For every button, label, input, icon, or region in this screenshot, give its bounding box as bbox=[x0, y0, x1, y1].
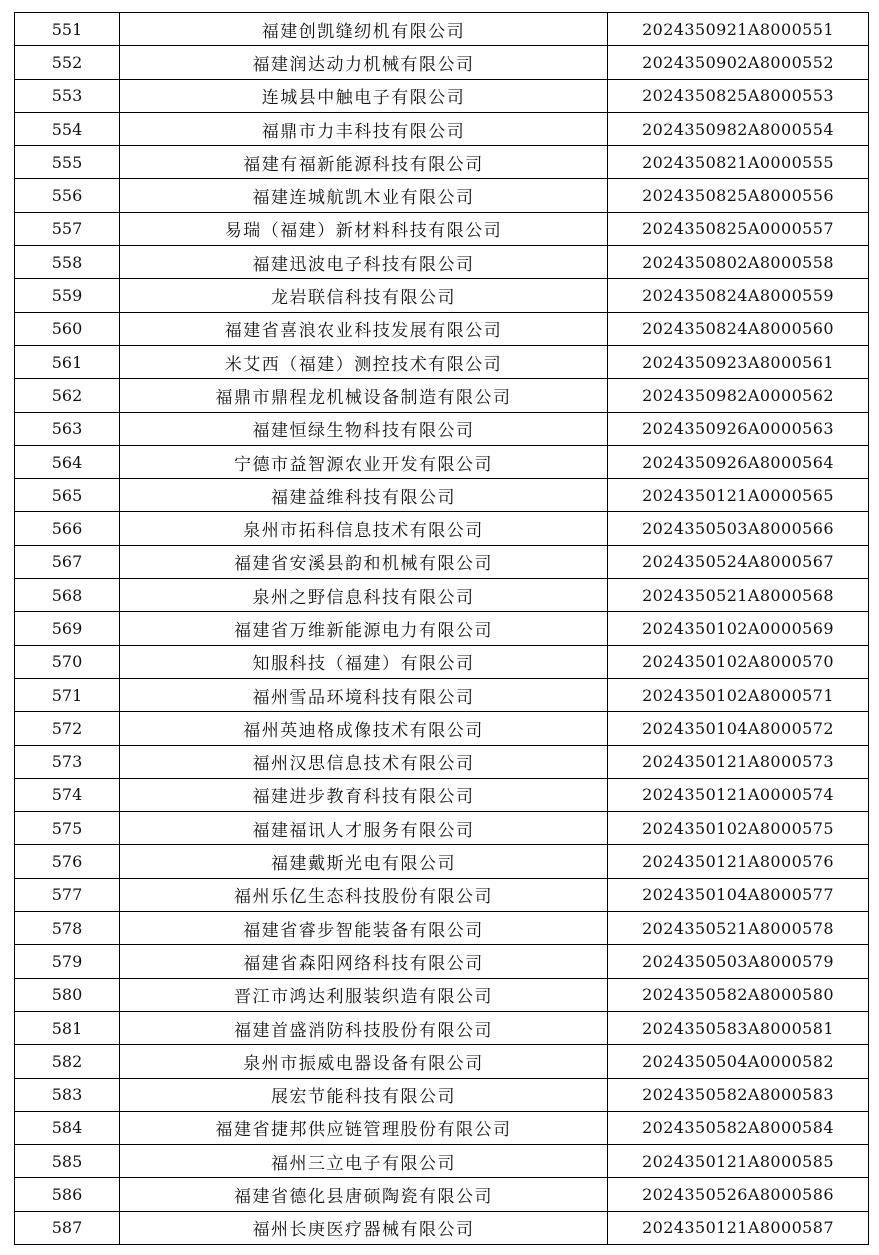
row-number-cell: 554 bbox=[15, 112, 120, 145]
company-name-cell: 福州三立电子有限公司 bbox=[120, 1145, 608, 1178]
registration-code-cell: 2024350923A8000561 bbox=[608, 345, 869, 378]
company-name-cell: 福建省捷邦供应链管理股份有限公司 bbox=[120, 1111, 608, 1144]
company-name-cell: 福州雪品环境科技有限公司 bbox=[120, 678, 608, 711]
row-number-cell: 580 bbox=[15, 978, 120, 1011]
company-name-cell: 福州英迪格成像技术有限公司 bbox=[120, 712, 608, 745]
company-name-cell: 泉州市拓科信息技术有限公司 bbox=[120, 512, 608, 545]
registration-code-cell: 2024350582A8000580 bbox=[608, 978, 869, 1011]
row-number-cell: 576 bbox=[15, 845, 120, 878]
row-number-cell: 564 bbox=[15, 445, 120, 478]
registration-code-cell: 2024350102A0000569 bbox=[608, 612, 869, 645]
company-name-cell: 福建润达动力机械有限公司 bbox=[120, 46, 608, 79]
row-number-cell: 563 bbox=[15, 412, 120, 445]
registration-code-cell: 2024350921A8000551 bbox=[608, 13, 869, 46]
company-name-cell: 福建省德化县唐硕陶瓷有限公司 bbox=[120, 1178, 608, 1211]
row-number-cell: 578 bbox=[15, 912, 120, 945]
row-number-cell: 586 bbox=[15, 1178, 120, 1211]
registration-code-cell: 2024350503A8000566 bbox=[608, 512, 869, 545]
registration-code-cell: 2024350121A8000576 bbox=[608, 845, 869, 878]
company-name-cell: 福建首盛消防科技股份有限公司 bbox=[120, 1011, 608, 1044]
row-number-cell: 570 bbox=[15, 645, 120, 678]
registration-code-cell: 2024350824A8000559 bbox=[608, 279, 869, 312]
company-name-cell: 福建进步教育科技有限公司 bbox=[120, 778, 608, 811]
company-name-cell: 福建创凯缝纫机有限公司 bbox=[120, 13, 608, 46]
row-number-cell: 567 bbox=[15, 545, 120, 578]
table-row bbox=[15, 1211, 869, 1244]
company-name-cell: 知服科技（福建）有限公司 bbox=[120, 645, 608, 678]
registration-code-cell: 2024350102A8000570 bbox=[608, 645, 869, 678]
row-number-cell: 573 bbox=[15, 745, 120, 778]
table-row bbox=[15, 146, 869, 179]
table-row bbox=[15, 878, 869, 911]
registration-code-cell: 2024350121A8000585 bbox=[608, 1145, 869, 1178]
registration-code-cell: 2024350825A8000553 bbox=[608, 79, 869, 112]
table-row bbox=[15, 778, 869, 811]
table-row bbox=[15, 545, 869, 578]
table-row bbox=[15, 312, 869, 345]
table-row bbox=[15, 1045, 869, 1078]
table-row bbox=[15, 112, 869, 145]
row-number-cell: 572 bbox=[15, 712, 120, 745]
company-name-cell: 福州长庚医疗器械有限公司 bbox=[120, 1211, 608, 1244]
registration-code-cell: 2024350521A8000578 bbox=[608, 912, 869, 945]
table-row bbox=[15, 1078, 869, 1111]
table-row bbox=[15, 845, 869, 878]
company-name-cell: 福建有福新能源科技有限公司 bbox=[120, 146, 608, 179]
row-number-cell: 569 bbox=[15, 612, 120, 645]
row-number-cell: 565 bbox=[15, 479, 120, 512]
company-name-cell: 福建恒绿生物科技有限公司 bbox=[120, 412, 608, 445]
row-number-cell: 562 bbox=[15, 379, 120, 412]
registration-code-cell: 2024350582A8000584 bbox=[608, 1111, 869, 1144]
table-row bbox=[15, 479, 869, 512]
company-name-cell: 易瑞（福建）新材料科技有限公司 bbox=[120, 212, 608, 245]
company-name-cell: 福建省喜浪农业科技发展有限公司 bbox=[120, 312, 608, 345]
row-number-cell: 555 bbox=[15, 146, 120, 179]
registration-code-cell: 2024350583A8000581 bbox=[608, 1011, 869, 1044]
row-number-cell: 581 bbox=[15, 1011, 120, 1044]
row-number-cell: 585 bbox=[15, 1145, 120, 1178]
table-row bbox=[15, 13, 869, 46]
table-row bbox=[15, 712, 869, 745]
registration-code-cell: 2024350102A8000571 bbox=[608, 678, 869, 711]
company-name-cell: 米艾西（福建）测控技术有限公司 bbox=[120, 345, 608, 378]
table-row bbox=[15, 412, 869, 445]
table-row bbox=[15, 978, 869, 1011]
company-name-cell: 福建省森阳网络科技有限公司 bbox=[120, 945, 608, 978]
table-row bbox=[15, 645, 869, 678]
company-name-cell: 福州汉思信息技术有限公司 bbox=[120, 745, 608, 778]
company-name-cell: 龙岩联信科技有限公司 bbox=[120, 279, 608, 312]
company-name-cell: 福建省睿步智能装备有限公司 bbox=[120, 912, 608, 945]
row-number-cell: 561 bbox=[15, 345, 120, 378]
table-row bbox=[15, 79, 869, 112]
registration-code-cell: 2024350982A0000562 bbox=[608, 379, 869, 412]
row-number-cell: 574 bbox=[15, 778, 120, 811]
registration-code-cell: 2024350802A8000558 bbox=[608, 246, 869, 279]
registration-code-cell: 2024350825A0000557 bbox=[608, 212, 869, 245]
row-number-cell: 583 bbox=[15, 1078, 120, 1111]
registration-code-cell: 2024350521A8000568 bbox=[608, 579, 869, 612]
company-name-cell: 福建戴斯光电有限公司 bbox=[120, 845, 608, 878]
company-name-cell: 福建福讯人才服务有限公司 bbox=[120, 812, 608, 845]
company-name-cell: 福建省安溪县韵和机械有限公司 bbox=[120, 545, 608, 578]
company-name-cell: 连城县中触电子有限公司 bbox=[120, 79, 608, 112]
table-row bbox=[15, 1178, 869, 1211]
registration-code-cell: 2024350104A8000577 bbox=[608, 878, 869, 911]
table-row bbox=[15, 912, 869, 945]
company-name-cell: 泉州之野信息科技有限公司 bbox=[120, 579, 608, 612]
table-row bbox=[15, 1111, 869, 1144]
table-row bbox=[15, 212, 869, 245]
table-row bbox=[15, 445, 869, 478]
table-row bbox=[15, 945, 869, 978]
row-number-cell: 558 bbox=[15, 246, 120, 279]
table-row bbox=[15, 612, 869, 645]
row-number-cell: 575 bbox=[15, 812, 120, 845]
row-number-cell: 571 bbox=[15, 678, 120, 711]
table-row bbox=[15, 512, 869, 545]
row-number-cell: 566 bbox=[15, 512, 120, 545]
company-name-cell: 泉州市振威电器设备有限公司 bbox=[120, 1045, 608, 1078]
table-row bbox=[15, 1011, 869, 1044]
company-name-cell: 福鼎市鼎程龙机械设备制造有限公司 bbox=[120, 379, 608, 412]
company-registry-table bbox=[14, 12, 869, 1245]
registration-code-cell: 2024350524A8000567 bbox=[608, 545, 869, 578]
row-number-cell: 553 bbox=[15, 79, 120, 112]
registration-code-cell: 2024350526A8000586 bbox=[608, 1178, 869, 1211]
company-name-cell: 宁德市益智源农业开发有限公司 bbox=[120, 445, 608, 478]
row-number-cell: 557 bbox=[15, 212, 120, 245]
registration-code-cell: 2024350102A8000575 bbox=[608, 812, 869, 845]
row-number-cell: 559 bbox=[15, 279, 120, 312]
row-number-cell: 584 bbox=[15, 1111, 120, 1144]
registration-code-cell: 2024350825A8000556 bbox=[608, 179, 869, 212]
company-name-cell: 展宏节能科技有限公司 bbox=[120, 1078, 608, 1111]
registration-code-cell: 2024350121A0000574 bbox=[608, 778, 869, 811]
registration-code-cell: 2024350824A8000560 bbox=[608, 312, 869, 345]
company-name-cell: 福建迅波电子科技有限公司 bbox=[120, 246, 608, 279]
row-number-cell: 582 bbox=[15, 1045, 120, 1078]
company-name-cell: 福鼎市力丰科技有限公司 bbox=[120, 112, 608, 145]
table-row bbox=[15, 179, 869, 212]
table-row bbox=[15, 279, 869, 312]
registration-code-cell: 2024350982A8000554 bbox=[608, 112, 869, 145]
company-name-cell: 福州乐亿生态科技股份有限公司 bbox=[120, 878, 608, 911]
row-number-cell: 552 bbox=[15, 46, 120, 79]
row-number-cell: 556 bbox=[15, 179, 120, 212]
company-name-cell: 福建省万维新能源电力有限公司 bbox=[120, 612, 608, 645]
table-row bbox=[15, 246, 869, 279]
table-row bbox=[15, 46, 869, 79]
registration-code-cell: 2024350121A8000573 bbox=[608, 745, 869, 778]
registration-code-cell: 2024350926A0000563 bbox=[608, 412, 869, 445]
registration-code-cell: 2024350926A8000564 bbox=[608, 445, 869, 478]
row-number-cell: 560 bbox=[15, 312, 120, 345]
company-name-cell: 福建益维科技有限公司 bbox=[120, 479, 608, 512]
row-number-cell: 551 bbox=[15, 13, 120, 46]
table-row bbox=[15, 745, 869, 778]
table-row bbox=[15, 812, 869, 845]
registration-code-cell: 2024350104A8000572 bbox=[608, 712, 869, 745]
row-number-cell: 577 bbox=[15, 878, 120, 911]
registration-code-cell: 2024350121A0000565 bbox=[608, 479, 869, 512]
table-row bbox=[15, 678, 869, 711]
registration-code-cell: 2024350503A8000579 bbox=[608, 945, 869, 978]
company-name-cell: 福建连城航凯木业有限公司 bbox=[120, 179, 608, 212]
registration-code-cell: 2024350582A8000583 bbox=[608, 1078, 869, 1111]
registration-code-cell: 2024350902A8000552 bbox=[608, 46, 869, 79]
registration-code-cell: 2024350121A8000587 bbox=[608, 1211, 869, 1244]
table-row bbox=[15, 1145, 869, 1178]
registration-code-cell: 2024350821A0000555 bbox=[608, 146, 869, 179]
row-number-cell: 579 bbox=[15, 945, 120, 978]
table-row bbox=[15, 345, 869, 378]
table-body bbox=[15, 13, 869, 1245]
table-row bbox=[15, 579, 869, 612]
table-row bbox=[15, 379, 869, 412]
registration-code-cell: 2024350504A0000582 bbox=[608, 1045, 869, 1078]
row-number-cell: 587 bbox=[15, 1211, 120, 1244]
company-name-cell: 晋江市鸿达利服装织造有限公司 bbox=[120, 978, 608, 1011]
row-number-cell: 568 bbox=[15, 579, 120, 612]
